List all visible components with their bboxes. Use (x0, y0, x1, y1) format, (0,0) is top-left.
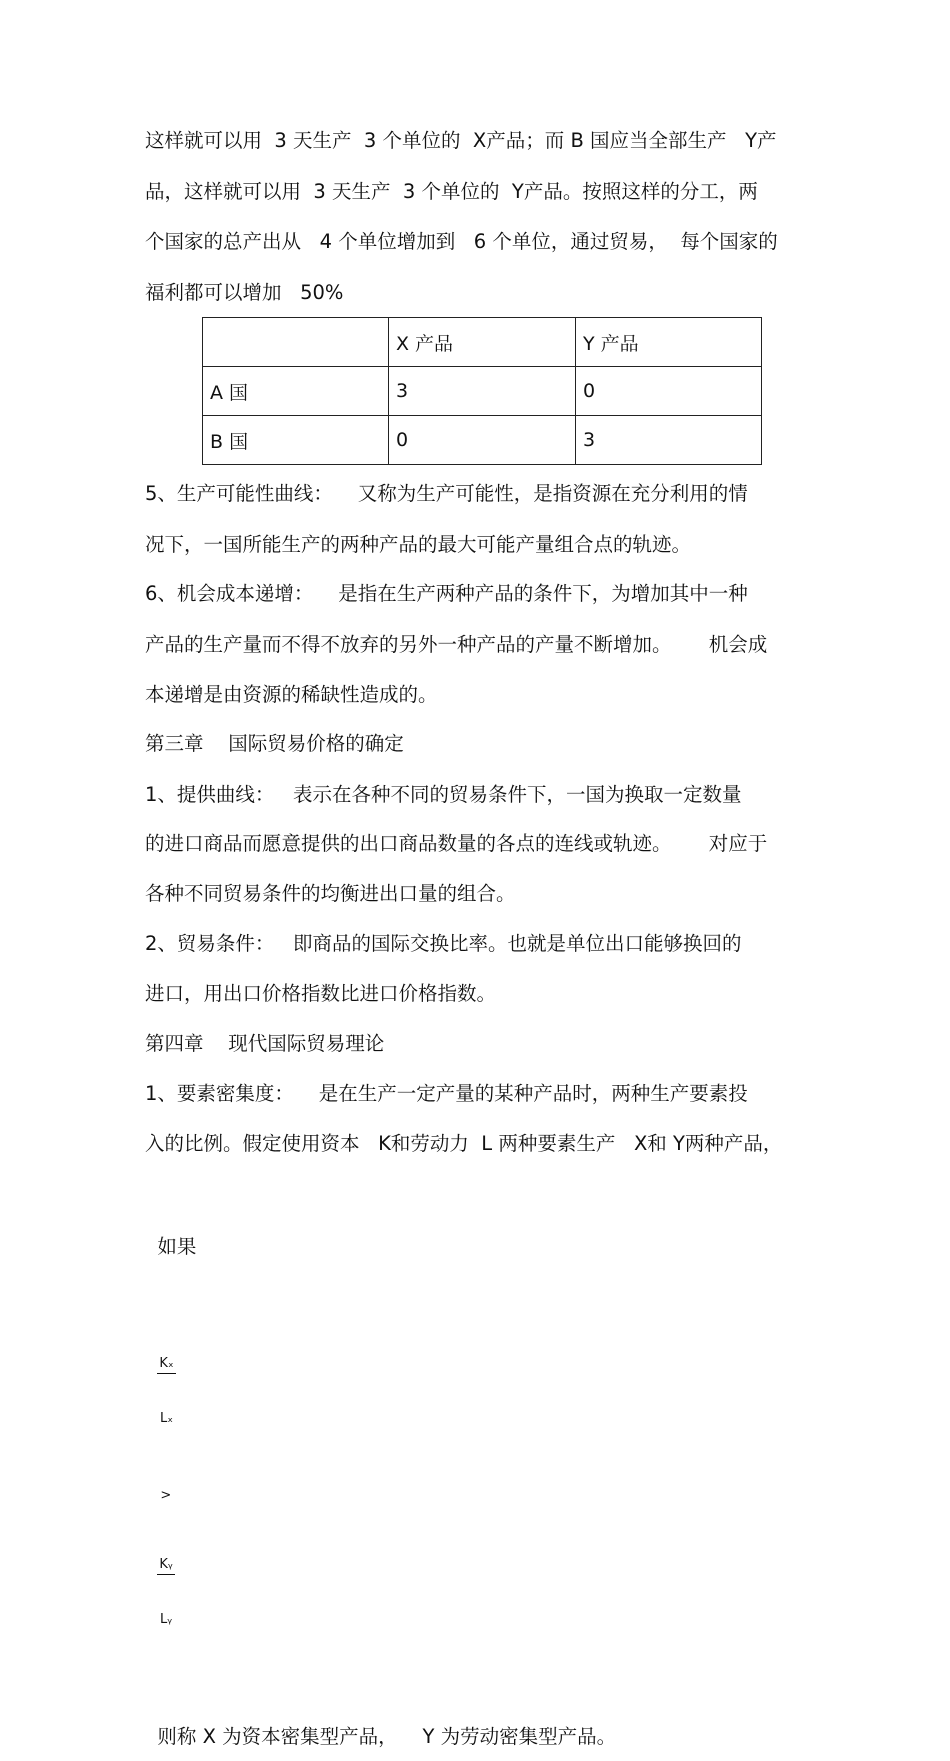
chapter-heading: 第四章 现代国际贸易理论 (145, 1032, 385, 1055)
table-row (203, 367, 762, 416)
fraction-denominator: Lₓ (160, 1411, 174, 1426)
definition-line: 1、提供曲线： 表示在各种不同的贸易条件下，一国为换取一定数量 (145, 783, 742, 806)
table-cell: 3 (576, 416, 762, 465)
formula-prefix: 如果 (157, 1235, 197, 1258)
table-cell: A 国 (203, 367, 389, 416)
paragraph-line: 这样就可以用 3 天生产 3 个单位的 X产品；而 B 国应当全部生产 Y产 (145, 129, 777, 152)
fraction-ky-ly (157, 1520, 174, 1665)
formula-line (145, 1175, 616, 1761)
definition-line: 6、机会成本递增： 是指在生产两种产品的条件下，为增加其中一种 (145, 582, 748, 605)
paragraph-line: 品，这样就可以用 3 天生产 3 个单位的 Y产品。按照这样的分工，两 (145, 180, 758, 203)
definition-line: 1、要素密集度： 是在生产一定产量的某种产品时，两种生产要素投 (145, 1082, 748, 1105)
definition-line: 本递增是由资源的稀缺性造成的。 (145, 683, 438, 706)
fraction-denominator: Lᵧ (160, 1612, 173, 1627)
fraction-numerator: Kᵧ (157, 1556, 174, 1575)
table-cell: Y 产品 (576, 318, 762, 367)
table-row (203, 416, 762, 465)
definition-line: 况下，一国所能生产的两种产品的最大可能产量组合点的轨迹。 (145, 533, 692, 556)
fraction-kx-lx (157, 1319, 175, 1464)
definition-line: 5、生产可能性曲线： 又称为生产可能性，是指资源在充分利用的情 (145, 482, 748, 505)
definition-line: 入的比例。假定使用资本 K和劳动力 L 两种要素生产 X和 Y两种产品， (145, 1132, 783, 1155)
definition-line: 2、贸易条件： 即商品的国际交换比率。也就是单位出口能够换回的 (145, 932, 742, 955)
table-cell: 0 (389, 416, 576, 465)
paragraph-line: 个国家的总产出从 4 个单位增加到 6 个单位，通过贸易， 每个国家的 (145, 230, 778, 253)
table-cell: B 国 (203, 416, 389, 465)
definition-line: 的进口商品而愿意提供的出口商品数量的各点的连线或轨迹。 对应于 (145, 832, 768, 855)
production-table (202, 317, 762, 465)
formula-suffix: 则称 X 为资本密集型产品， Y 为劳动密集型产品。 (157, 1725, 617, 1748)
table-cell (203, 318, 389, 367)
chapter-heading: 第三章 国际贸易价格的确定 (145, 732, 404, 755)
definition-line: 各种不同贸易条件的均衡进出口量的组合。 (145, 882, 516, 905)
greater-than-symbol: > (160, 1488, 172, 1503)
table-cell: 3 (389, 367, 576, 416)
definition-line: 进口，用出口价格指数比进口价格指数。 (145, 982, 497, 1005)
table-header-row (203, 318, 762, 367)
fraction-numerator: Kₓ (157, 1355, 175, 1374)
table-cell: X 产品 (389, 318, 576, 367)
table-cell: 0 (576, 367, 762, 416)
paragraph-line: 福利都可以增加 50% (145, 281, 344, 304)
definition-line: 产品的生产量而不得不放弃的另外一种产品的产量不断增加。 机会成 (145, 633, 768, 656)
